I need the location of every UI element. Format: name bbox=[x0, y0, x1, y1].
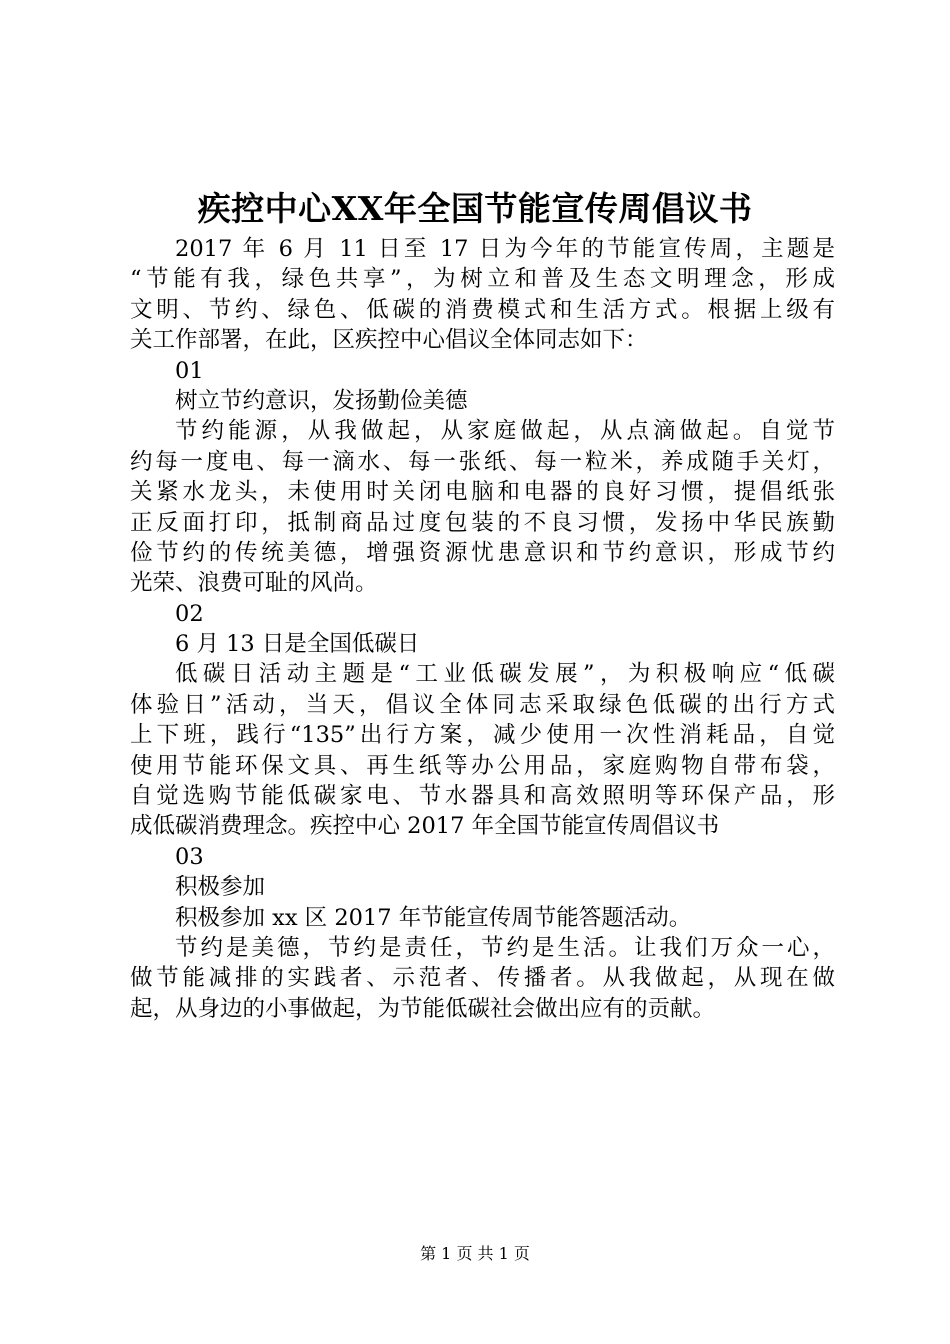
text-line: 节约能源，从我做起，从家庭做起，从点滴做起。自觉节 bbox=[175, 418, 835, 445]
text-line: 俭节约的传统美德，增强资源忧患意识和节约意识，形成节约 bbox=[130, 539, 835, 566]
text-line: 关紧水龙头，未使用时关闭电脑和电器的良好习惯，提倡纸张 bbox=[130, 479, 835, 506]
text-line: 约每一度电、每一滴水、每一张纸、每一粒米，养成随手关灯， bbox=[130, 448, 835, 475]
text-line: 文明、节约、绿色、低碳的消费模式和生活方式。根据上级有 bbox=[130, 296, 835, 323]
text-line: 02 bbox=[175, 600, 204, 627]
text-line: 树立节约意识，发扬勤俭美德 bbox=[175, 387, 468, 414]
text-line: “节能有我，绿色共享”，为树立和普及生态文明理念，形成 bbox=[130, 266, 835, 293]
text-line: 使用节能环保文具、再生纸等办公用品，家庭购物自带布袋， bbox=[130, 752, 835, 779]
text-line: 积极参加 bbox=[175, 874, 266, 901]
text-line: 2017 年 6 月 11 日至 17 日为今年的节能宣传周，主题是 bbox=[175, 236, 835, 262]
document-body bbox=[130, 234, 835, 1024]
text-line: 起，从身边的小事做起，为节能低碳社会做出应有的贡献。 bbox=[130, 995, 716, 1022]
text-line: 正反面打印，抵制商品过度包装的不良习惯，发扬中华民族勤 bbox=[130, 509, 835, 536]
text-line: 成低碳消费理念。疾控中心 2017 年全国节能宣传周倡议书 bbox=[130, 813, 720, 840]
text-line: 03 bbox=[175, 843, 204, 870]
text-line: 关工作部署，在此，区疾控中心倡议全体同志如下： bbox=[130, 327, 648, 354]
text-line: 上下班，践行“135”出行方案，减少使用一次性消耗品，自觉 bbox=[130, 722, 835, 749]
text-line: 01 bbox=[175, 357, 204, 384]
text-line: 光荣、浪费可耻的风尚。 bbox=[130, 570, 378, 597]
page-footer: 第 1 页 共 1 页 bbox=[420, 1244, 530, 1263]
text-line: 自觉选购节能低碳家电、节水器具和高效照明等环保产品，形 bbox=[130, 783, 835, 810]
text-line: 6 月 13 日是全国低碳日 bbox=[175, 631, 420, 658]
document-title: 疾控中心XX年全国节能宣传周倡议书 bbox=[197, 189, 753, 228]
text-line: 低碳日活动主题是“工业低碳发展”，为积极响应“低碳 bbox=[175, 661, 835, 688]
text-line: 体验日”活动，当天，倡议全体同志采取绿色低碳的出行方式 bbox=[130, 691, 835, 718]
text-line: 积极参加 xx 区 2017 年节能宣传周节能答题活动。 bbox=[175, 904, 692, 931]
text-line: 节约是美德，节约是责任，节约是生活。让我们万众一心， bbox=[175, 934, 835, 961]
text-line: 做节能减排的实践者、示范者、传播者。从我做起，从现在做 bbox=[130, 965, 835, 992]
